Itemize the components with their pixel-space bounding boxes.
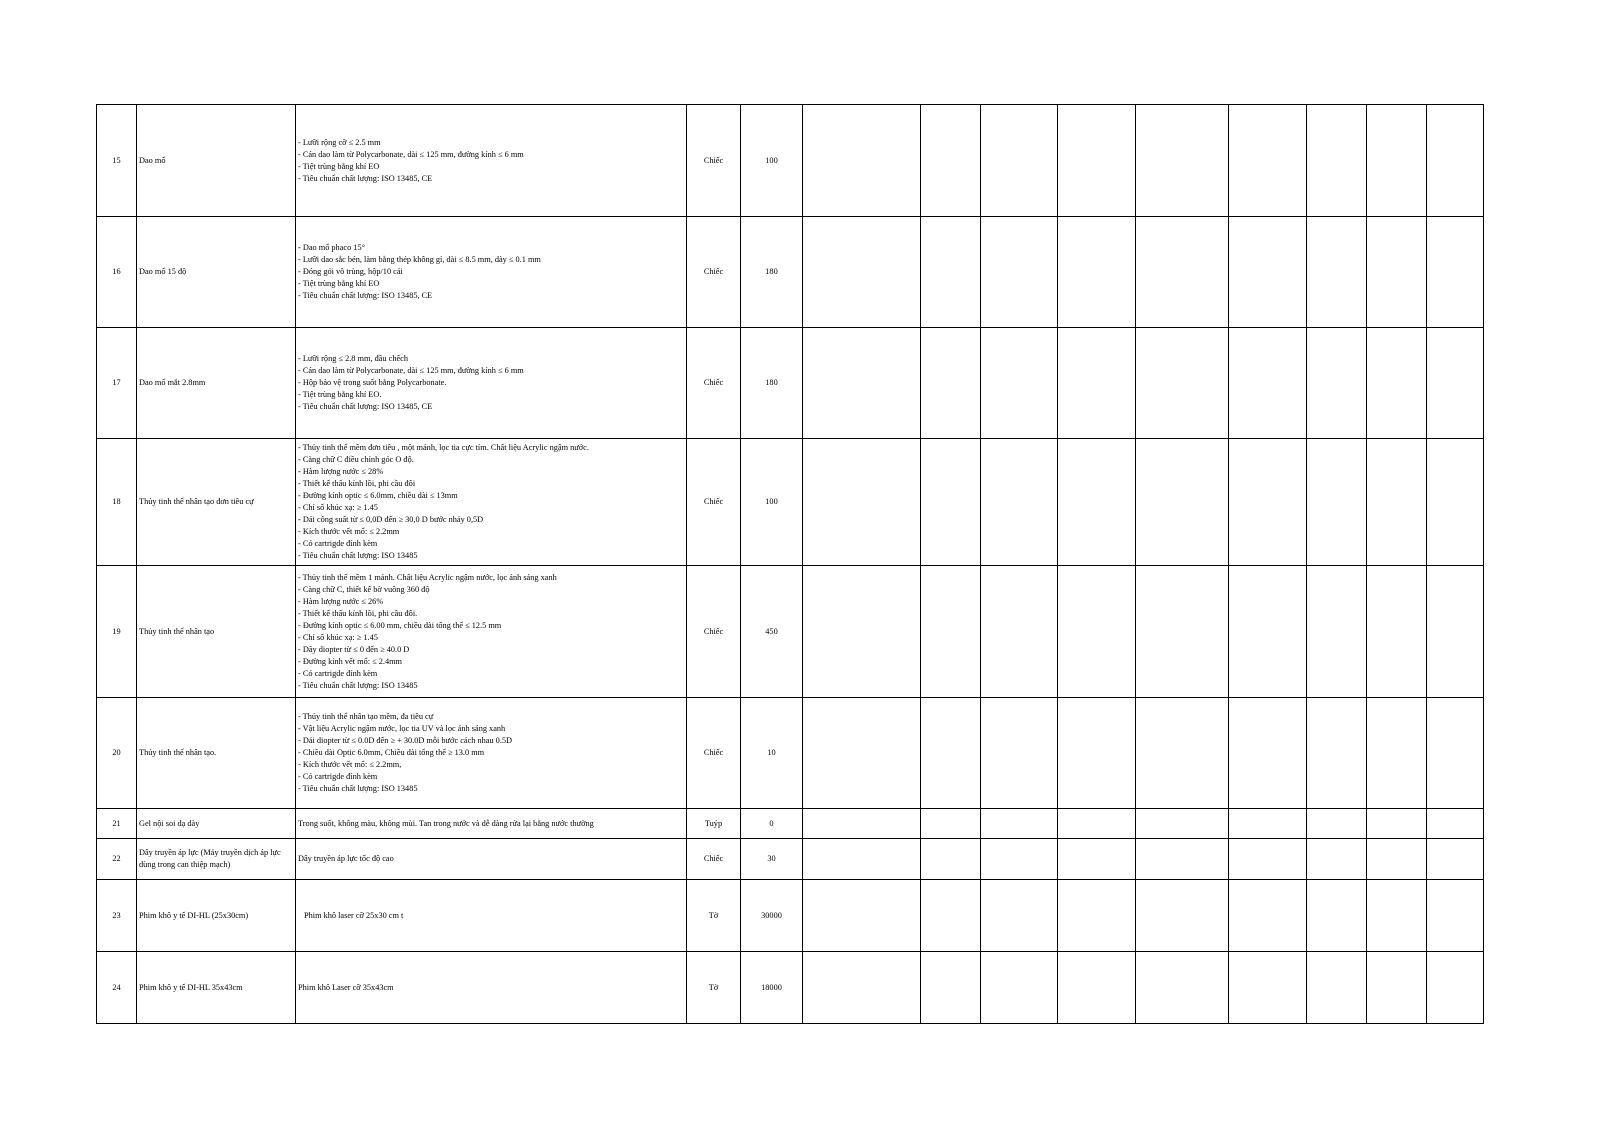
empty-cell	[803, 952, 921, 1024]
empty-cell	[803, 880, 921, 952]
empty-cell	[1367, 839, 1427, 880]
spec-line: - Dãy diopter từ ≤ 0 đến ≥ 40.0 D	[298, 644, 410, 654]
spec-line: - Cán dao làm từ Polycarbonate, dài ≤ 125 mm, đường kính ≤ 6 mm	[298, 149, 524, 159]
empty-cell	[1307, 566, 1367, 698]
quantity-cell: 100	[741, 105, 803, 217]
table-row	[97, 328, 1484, 439]
table-row	[97, 217, 1484, 328]
empty-cell	[1136, 566, 1229, 698]
empty-cell	[1229, 439, 1307, 566]
empty-cell	[1427, 880, 1484, 952]
spec-line: - Thủy tinh thể mềm đơn tiêu , một mảnh, lọc tia cực tím. Chất liệu Acrylic ngậm nước.	[298, 443, 589, 452]
spec-cell	[296, 698, 687, 809]
stt-cell: 15	[97, 105, 137, 217]
stt-cell: 21	[97, 809, 137, 839]
empty-cell	[1229, 880, 1307, 952]
empty-cell	[1229, 698, 1307, 809]
spec-line: - Tiêu chuẩn chất lượng: ISO 13485, CE	[298, 291, 433, 300]
item-name-cell: Dây truyền áp lực (Máy truyền dịch áp lực dùng trong can thiệp mạch)	[137, 839, 296, 880]
spec-cell	[296, 880, 687, 952]
quantity-cell: 450	[741, 566, 803, 698]
empty-cell	[803, 217, 921, 328]
quantity-cell: 10	[741, 698, 803, 809]
empty-cell	[981, 839, 1058, 880]
item-name-cell: Thủy tinh thể nhân tạo.	[137, 698, 296, 809]
spec-line: - Tiêu chuẩn chất lượng: ISO 13485, CE	[298, 402, 433, 411]
spec-line: - Đường kính optic ≤ 6.00 mm, chiều dài tổng thể ≤ 12.5 mm	[298, 620, 502, 630]
spec-line: - Chỉ số khúc xạ: ≥ 1.45	[298, 503, 378, 512]
empty-cell	[1307, 880, 1367, 952]
empty-cell	[803, 566, 921, 698]
spec-line: - Thủy tinh thể mềm 1 mảnh. Chất liệu Acrylic ngậm nước, lọc ánh sáng xanh	[298, 572, 557, 582]
stt-cell: 22	[97, 839, 137, 880]
empty-cell	[803, 839, 921, 880]
empty-cell	[921, 217, 981, 328]
empty-cell	[1367, 566, 1427, 698]
empty-cell	[1427, 566, 1484, 698]
empty-cell	[1307, 439, 1367, 566]
unit-cell: Chiếc	[687, 439, 741, 566]
item-name-cell: Dao mổ mắt 2.8mm	[137, 328, 296, 439]
empty-cell	[981, 809, 1058, 839]
spec-cell	[296, 952, 687, 1024]
empty-cell	[1058, 698, 1136, 809]
spec-line: - Chiều dài Optic 6.0mm, Chiều dài tổng thể ≥ 13.0 mm	[298, 748, 485, 757]
empty-cell	[1427, 839, 1484, 880]
empty-cell	[1367, 698, 1427, 809]
empty-cell	[921, 809, 981, 839]
spec-line: - Tiệt trùng bằng khí EO	[298, 279, 380, 288]
spec-cell	[296, 566, 687, 698]
item-name-cell: Thủy tinh thể nhân tạo đơn tiêu cự	[137, 439, 296, 566]
table-row	[97, 880, 1484, 952]
spec-line: - Càng chữ C điều chỉnh góc O độ.	[298, 455, 414, 464]
table-row	[97, 439, 1484, 566]
empty-cell	[1229, 328, 1307, 439]
item-name-cell: Gel nội soi dạ dày	[137, 809, 296, 839]
empty-cell	[921, 328, 981, 439]
empty-cell	[1427, 328, 1484, 439]
spec-cell	[296, 328, 687, 439]
empty-cell	[981, 217, 1058, 328]
spec-line: - Tiêu chuẩn chất lượng: ISO 13485	[298, 784, 418, 793]
spec-line: - Lưỡi dao sắc bén, làm bằng thép không gỉ, dài ≤ 8.5 mm, dày ≤ 0.1 mm	[298, 255, 541, 264]
spec-line: Dây truyền áp lực tốc độ cao	[298, 854, 394, 863]
empty-cell	[981, 952, 1058, 1024]
stt-cell: 19	[97, 566, 137, 698]
unit-cell: Tờ	[687, 952, 741, 1024]
empty-cell	[921, 880, 981, 952]
stt-cell: 23	[97, 880, 137, 952]
empty-cell	[981, 698, 1058, 809]
empty-cell	[921, 566, 981, 698]
table-row	[97, 809, 1484, 839]
empty-cell	[1058, 839, 1136, 880]
spec-line: - Hộp bảo vệ trong suốt bằng Polycarbonate.	[298, 378, 447, 387]
spec-line: - Chỉ số khúc xạ: ≥ 1.45	[298, 632, 378, 642]
empty-cell	[1367, 217, 1427, 328]
empty-cell	[921, 952, 981, 1024]
quantity-cell: 30	[741, 839, 803, 880]
spec-line: - Thủy tinh thể nhân tạo mềm, đa tiêu cự	[298, 712, 434, 721]
stt-cell: 17	[97, 328, 137, 439]
spec-line: - Có cartrigde đính kèm	[298, 539, 378, 548]
empty-cell	[1367, 952, 1427, 1024]
empty-cell	[981, 566, 1058, 698]
spec-line: - Cán dao làm từ Polycarbonate, dài ≤ 125 mm, đường kính ≤ 6 mm	[298, 366, 524, 375]
empty-cell	[1058, 566, 1136, 698]
empty-cell	[921, 439, 981, 566]
spec-line: - Kích thước vết mổ: ≤ 2.2mm,	[298, 760, 402, 769]
empty-cell	[1058, 105, 1136, 217]
empty-cell	[921, 839, 981, 880]
spec-cell	[296, 217, 687, 328]
quantity-cell: 18000	[741, 952, 803, 1024]
empty-cell	[1427, 952, 1484, 1024]
spec-line: - Thiết kế thấu kính lồi, phi cầu đôi	[298, 479, 416, 488]
spec-line: Trong suốt, không màu, không mùi. Tan trong nước và dễ dàng rửa lại bằng nước thường	[298, 818, 594, 828]
empty-cell	[981, 880, 1058, 952]
spec-line: - Lưỡi rộng ≤ 2.8 mm, đầu chếch	[298, 354, 408, 363]
stt-cell: 16	[97, 217, 137, 328]
empty-cell	[1307, 809, 1367, 839]
spec-line: - Đóng gói vô trùng, hộp/10 cái	[298, 267, 403, 276]
empty-cell	[1058, 952, 1136, 1024]
empty-cell	[1058, 328, 1136, 439]
empty-cell	[1229, 217, 1307, 328]
empty-cell	[1427, 217, 1484, 328]
item-name-cell: Dao mổ 15 độ	[137, 217, 296, 328]
unit-cell: Chiếc	[687, 566, 741, 698]
empty-cell	[1307, 698, 1367, 809]
empty-cell	[1229, 839, 1307, 880]
stt-cell: 18	[97, 439, 137, 566]
stt-cell: 24	[97, 952, 137, 1024]
empty-cell	[1427, 698, 1484, 809]
spec-line: - Thiết kế thấu kính lồi, phi cầu đôi.	[298, 608, 418, 618]
empty-cell	[1136, 952, 1229, 1024]
spec-line: - Hàm lượng nước ≤ 28%	[298, 467, 384, 476]
quantity-cell: 180	[741, 217, 803, 328]
procurement-table	[96, 104, 1484, 1024]
quantity-cell: 0	[741, 809, 803, 839]
empty-cell	[1307, 105, 1367, 217]
spec-line: Phim khô laser cỡ 25x30 cm t	[304, 910, 404, 920]
quantity-cell: 30000	[741, 880, 803, 952]
quantity-cell: 180	[741, 328, 803, 439]
empty-cell	[803, 439, 921, 566]
unit-cell: Chiếc	[687, 328, 741, 439]
table-row	[97, 698, 1484, 809]
empty-cell	[1058, 439, 1136, 566]
empty-cell	[1229, 566, 1307, 698]
item-name-cell: Phim khô y tế DI-HL (25x30cm)	[137, 880, 296, 952]
stt-cell: 20	[97, 698, 137, 809]
spec-line: - Dao mổ phaco 15°	[298, 243, 365, 252]
empty-cell	[803, 809, 921, 839]
unit-cell: Tờ	[687, 880, 741, 952]
spec-line: - Có cartrigde đính kèm	[298, 668, 378, 678]
spec-cell	[296, 809, 687, 839]
spec-line: - Vật liệu Acrylic ngậm nước, lọc tia UV và lọc ánh sáng xanh	[298, 724, 506, 733]
empty-cell	[981, 105, 1058, 217]
spec-line: - Đường kính optic ≤ 6.0mm, chiều dài ≤ 13mm	[298, 491, 458, 500]
empty-cell	[1427, 105, 1484, 217]
empty-cell	[1136, 880, 1229, 952]
spec-line: - Tiêu chuẩn chất lượng: ISO 13485	[298, 551, 418, 560]
empty-cell	[1427, 439, 1484, 566]
empty-cell	[1136, 839, 1229, 880]
table-body	[97, 105, 1484, 1024]
spec-line: - Hàm lượng nước ≤ 26%	[298, 596, 384, 606]
spec-line: - Dải diopter từ ≤ 0.0D đến ≥ + 30.0D mỗi bước cách nhau 0.5D	[298, 736, 513, 745]
empty-cell	[1136, 217, 1229, 328]
table-row	[97, 839, 1484, 880]
empty-cell	[1367, 105, 1427, 217]
unit-cell: Chiếc	[687, 698, 741, 809]
item-name-cell: Thủy tinh thể nhân tạo	[137, 566, 296, 698]
empty-cell	[1058, 809, 1136, 839]
spec-line: - Tiệt trùng bằng khí EO	[298, 161, 380, 171]
empty-cell	[981, 328, 1058, 439]
spec-line: - Càng chữ C, thiết kế bờ vuông 360 độ	[298, 584, 430, 594]
spec-line: - Lưỡi rộng cỡ ≤ 2.5 mm	[298, 137, 381, 147]
unit-cell: Chiếc	[687, 105, 741, 217]
spec-line: - Có cartrigde đính kèm	[298, 772, 378, 781]
empty-cell	[803, 698, 921, 809]
empty-cell	[1307, 839, 1367, 880]
empty-cell	[1367, 809, 1427, 839]
spec-cell	[296, 839, 687, 880]
empty-cell	[1427, 809, 1484, 839]
unit-cell: Tuýp	[687, 809, 741, 839]
spec-line: - Kích thước vết mổ: ≤ 2.2mm	[298, 527, 400, 536]
empty-cell	[803, 105, 921, 217]
table-row	[97, 105, 1484, 217]
spec-line: - Tiêu chuẩn chất lượng: ISO 13485, CE	[298, 173, 433, 183]
empty-cell	[1229, 952, 1307, 1024]
spec-line: - Dải công suất từ ≤ 0,0D đến ≥ 30,0 D bước nhảy 0,5D	[298, 515, 484, 524]
empty-cell	[803, 328, 921, 439]
spec-line: Phim khô Laser cỡ 35x43cm	[298, 982, 394, 992]
item-name-cell: Dao mổ	[137, 105, 296, 217]
empty-cell	[1367, 880, 1427, 952]
empty-cell	[1367, 328, 1427, 439]
spec-line: - Đường kính vết mổ: ≤ 2.4mm	[298, 656, 403, 666]
empty-cell	[1136, 439, 1229, 566]
unit-cell: Chiếc	[687, 217, 741, 328]
empty-cell	[1136, 105, 1229, 217]
table-row	[97, 566, 1484, 698]
empty-cell	[921, 698, 981, 809]
empty-cell	[1136, 328, 1229, 439]
spec-cell	[296, 439, 687, 566]
empty-cell	[1229, 809, 1307, 839]
spec-line: - Tiêu chuẩn chất lượng: ISO 13485	[298, 680, 418, 690]
empty-cell	[1058, 880, 1136, 952]
item-name-cell: Phim khô y tế DI-HL 35x43cm	[137, 952, 296, 1024]
empty-cell	[1136, 698, 1229, 809]
spec-line: - Tiệt trùng bằng khí EO.	[298, 390, 382, 399]
empty-cell	[1307, 328, 1367, 439]
empty-cell	[1229, 105, 1307, 217]
unit-cell: Chiếc	[687, 839, 741, 880]
empty-cell	[1058, 217, 1136, 328]
quantity-cell: 100	[741, 439, 803, 566]
empty-cell	[1367, 439, 1427, 566]
spec-cell	[296, 105, 687, 217]
empty-cell	[1136, 809, 1229, 839]
table-row	[97, 952, 1484, 1024]
empty-cell	[921, 105, 981, 217]
spreadsheet-page	[96, 104, 1483, 1024]
empty-cell	[981, 439, 1058, 566]
empty-cell	[1307, 217, 1367, 328]
empty-cell	[1307, 952, 1367, 1024]
